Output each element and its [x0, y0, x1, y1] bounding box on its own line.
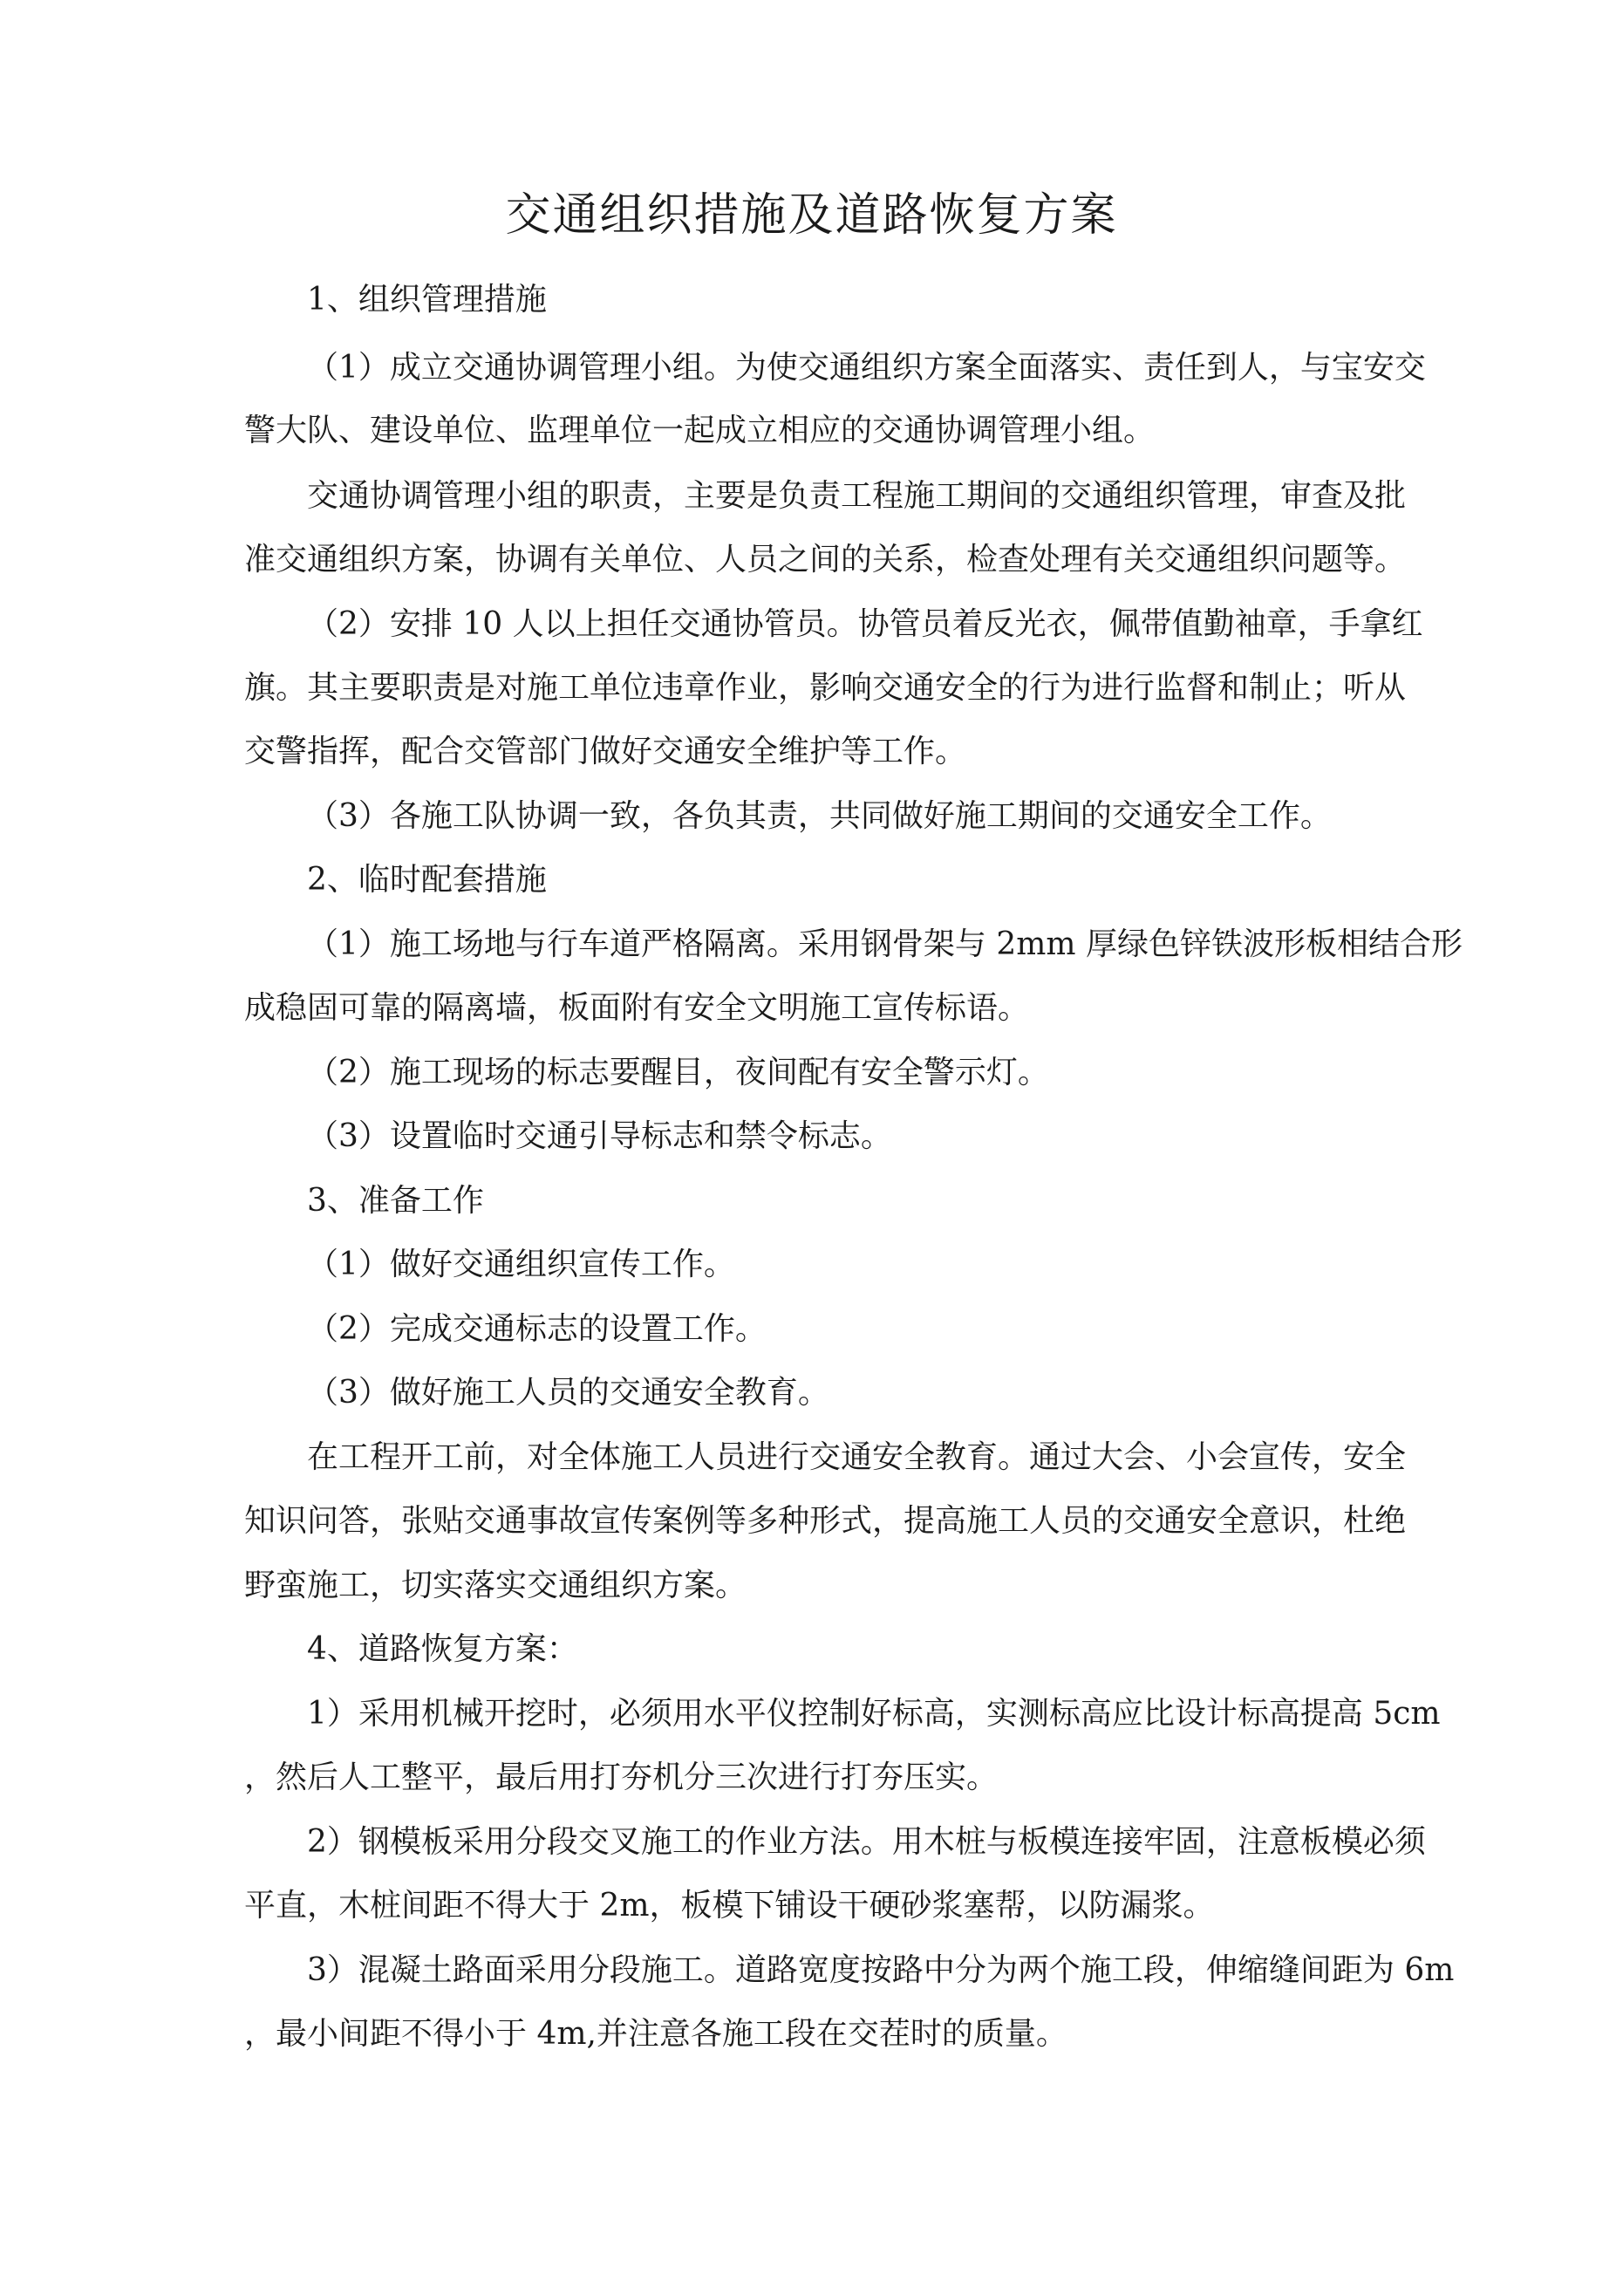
- paragraph-line: 警大队、建设单位、监理单位一起成立相应的交通协调管理小组。: [244, 413, 1156, 448]
- paragraph-line: 平直，木桩间距不得大于 2m，板模下铺设干硬砂浆塞帮，以防漏浆。: [244, 1888, 1215, 1924]
- paragraph-line: 旗。其主要职责是对施工单位违章作业，影响交通安全的行为进行监督和制止；听从: [244, 670, 1407, 706]
- paragraph-line: 在工程开工前，对全体施工人员进行交通安全教育。通过大会、小会宣传，安全: [307, 1439, 1407, 1475]
- paragraph-line: 2）钢模板采用分段交叉施工的作业方法。用木桩与板模连接牢固，注意板模必须: [307, 1824, 1426, 1860]
- paragraph-line: （1）施工场地与行车道严格隔离。采用钢骨架与 2mm 厚绿色锌铁波形板相结合形: [307, 926, 1463, 962]
- document-title: 交通组织措施及道路恢复方案: [505, 189, 1118, 242]
- paragraph-line: 准交通组织方案，协调有关单位、人员之间的关系，检查处理有关交通组织问题等。: [244, 542, 1407, 577]
- paragraph-line: 交通协调管理小组的职责，主要是负责工程施工期间的交通组织管理，审查及批: [307, 478, 1407, 514]
- paragraph-line: 知识问答，张贴交通事故宣传案例等多种形式，提高施工人员的交通安全意识，杜绝: [244, 1503, 1407, 1539]
- paragraph-line: （3）设置临时交通引导标志和禁令标志。: [307, 1118, 892, 1154]
- paragraph-line: （1）做好交通组织宣传工作。: [307, 1247, 735, 1282]
- paragraph-line: （2）施工现场的标志要醒目，夜间配有安全警示灯。: [307, 1055, 1049, 1090]
- paragraph-line: 交警指挥，配合交管部门做好交通安全维护等工作。: [244, 734, 967, 769]
- paragraph-line: 1）采用机械开挖时，必须用水平仪控制好标高，实测标高应比设计标高提高 5cm: [307, 1696, 1441, 1732]
- paragraph-line: （2）完成交通标志的设置工作。: [307, 1311, 767, 1347]
- section-heading: 4、道路恢复方案：: [307, 1631, 578, 1667]
- paragraph-line: 成稳固可靠的隔离墙，板面附有安全文明施工宣传标语。: [244, 990, 1030, 1026]
- paragraph-line: ，最小间距不得小于 4m,并注意各施工段在交茬时的质量。: [244, 2016, 1067, 2052]
- paragraph-line: 野蛮施工，切实落实交通组织方案。: [244, 1568, 747, 1603]
- section-heading: 1、组织管理措施: [307, 282, 547, 318]
- paragraph-line: （3）各施工队协调一致，各负其责，共同做好施工期间的交通安全工作。: [307, 798, 1332, 834]
- paragraph-line: （3）做好施工人员的交通安全教育。: [307, 1375, 829, 1411]
- paragraph-line: 3）混凝土路面采用分段施工。道路宽度按路中分为两个施工段，伸缩缝间距为 6m: [307, 1952, 1455, 1988]
- section-heading: 3、准备工作: [307, 1183, 484, 1219]
- paragraph-line: （2）安排 10 人以上担任交通协管员。协管员着反光衣，佩带值勤袖章，手拿红: [307, 606, 1423, 642]
- section-heading: 2、临时配套措施: [307, 862, 547, 898]
- paragraph-line: （1）成立交通协调管理小组。为使交通组织方案全面落实、责任到人，与宝安交: [307, 350, 1426, 386]
- paragraph-line: ，然后人工整平，最后用打夯机分三次进行打夯压实。: [244, 1760, 999, 1795]
